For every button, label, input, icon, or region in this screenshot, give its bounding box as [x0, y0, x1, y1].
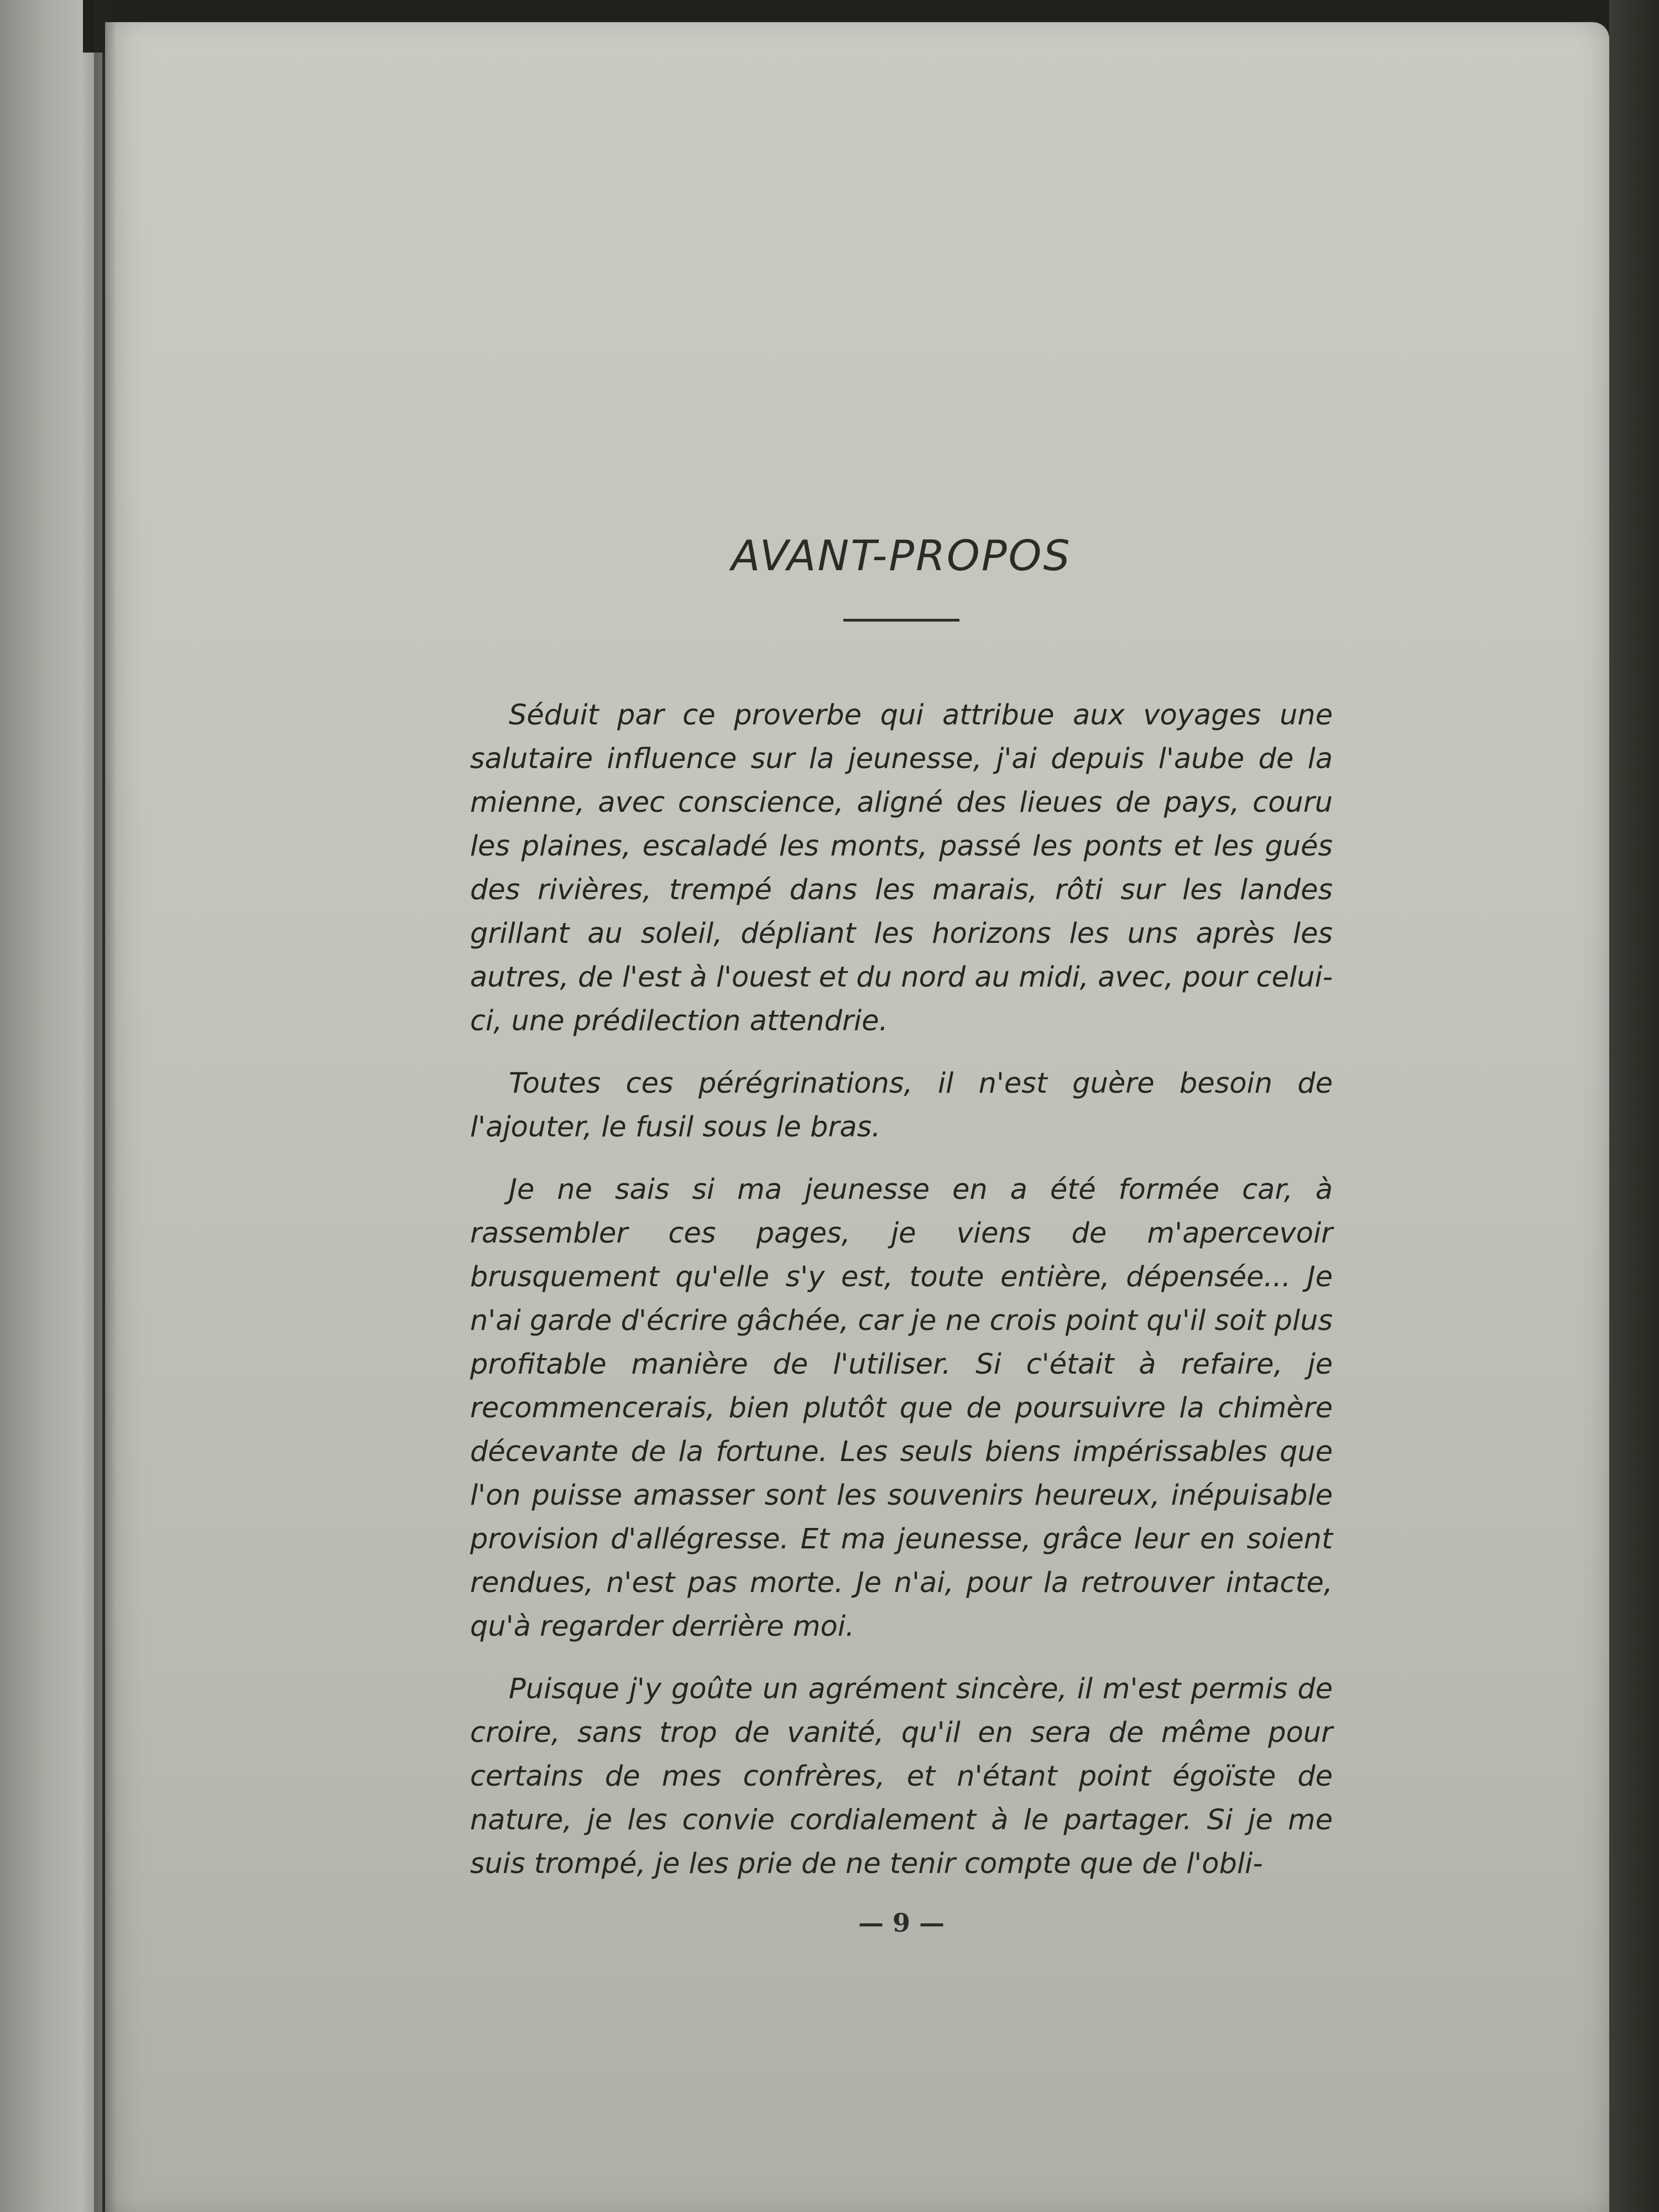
book-cover-edge-right: [1609, 0, 1659, 2212]
gutter-shadow: [94, 0, 116, 2212]
body-text: [470, 693, 1333, 1886]
book-page: [105, 22, 1609, 2212]
paragraph-2: Toutes ces pérégrinations, il n'est guère besoin de l'ajouter, le fusil sous le bras.: [470, 1067, 1333, 1144]
paragraph-1: Séduit par ce proverbe qui attribue aux voyages une salutaire influence sur la jeunesse, j'ai depuis l'aube de la mienne, avec conscience, aligné des lieues de pays, couru les plaines, escaladé les monts, passé les ponts et les gués des rivières, trempé dans les marais, rôti sur les landes grillant au soleil, dépliant les horizons les uns après les autres, de l'est à l'ouest et du nord au midi, avec, pour celui-ci, une prédilection attendrie.: [470, 699, 1333, 1037]
paragraph-4: Puisque j'y goûte un agrément sincère, il m'est permis de croire, sans trop de vanité, qu'il en sera de même pour certains de mes confrères, et n'étant point égoïste de nature, je les convie cordialement à le partager. Si je me suis trompé, je les prie de ne tenir compte que de l'obli-: [470, 1673, 1333, 1880]
page-content: [470, 531, 1333, 1938]
book-spine: [0, 0, 102, 2212]
chapter-title: AVANT-PROPOS: [731, 531, 1072, 580]
page-number: — 9 —: [858, 1908, 945, 1938]
title-underline-rule: [843, 619, 959, 622]
paragraph-3: Je ne sais si ma jeunesse en a été formée car, à rassembler ces pages, je viens de m'apercevoir brusquement qu'elle s'y est, toute entière, dépensée... Je n'ai garde d'écrire gâchée, car je ne crois point qu'il soit plus profitable manière de l'utiliser. Si c'était à refaire, je recommencerais, bien plutôt que de poursuivre la chimère décevante de la fortune. Les seuls biens impérissables que l'on puisse amasser sont les souvenirs heureux, inépuisable provision d'allégresse. Et ma jeunesse, grâce leur en soient rendues, n'est pas morte. Je n'ai, pour la retrouver intacte, qu'à regarder derrière moi.: [470, 1173, 1333, 1643]
